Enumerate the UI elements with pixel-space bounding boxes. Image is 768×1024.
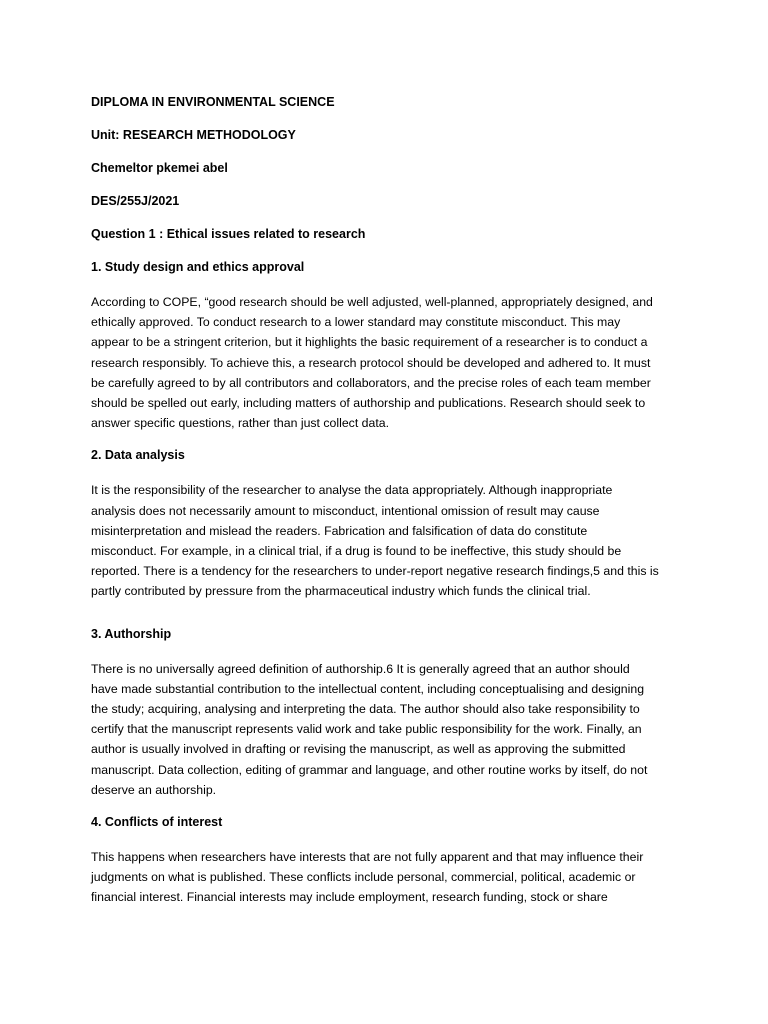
paragraph-line: misinterpretation and mislead the readers. Fabrication and falsification of data do constitute — [91, 523, 588, 538]
paragraph-line: analysis does not necessarily amount to misconduct, intentional omission of result may cause — [91, 503, 600, 518]
registration-number: DES/255J/2021 — [91, 194, 180, 208]
paragraph-line: deserve an authorship. — [91, 782, 217, 797]
paragraph-line: misconduct. For example, in a clinical trial, if a drug is found to be ineffective, this study should be — [91, 544, 622, 559]
paragraph-line: reported. There is a tendency for the researchers to under-report negative research findings,5 and this is — [91, 564, 659, 579]
paragraph-line: manuscript. Data collection, editing of grammar and language, and other routine works by itself, do not — [91, 762, 648, 777]
program-title: DIPLOMA IN ENVIRONMENTAL SCIENCE — [91, 95, 335, 109]
paragraph-line: author is usually involved in drafting or revising the manuscript, as well as approving the submitted — [91, 742, 626, 757]
paragraph-line: the study; acquiring, analysing and interpreting the data. The author should also take responsibility to — [91, 702, 640, 717]
document-body — [91, 94, 689, 922]
section-heading: 1. Study design and ethics approval — [91, 260, 305, 274]
paragraph-line: ethically approved. To conduct research to a lower standard may constitute misconduct. This may — [91, 315, 621, 330]
paragraph-line: have made substantial contribution to the intellectual content, including conceptualising and designing — [91, 681, 645, 696]
section-paragraph — [91, 480, 689, 601]
paragraph-line: answer specific questions, rather than just collect data. — [91, 416, 390, 431]
paragraph-line: This happens when researchers have interests that are not fully apparent and that may influence their — [91, 850, 644, 865]
paragraph-line: appear to be a stringent criterion, but it highlights the basic requirement of a researcher is to conduct a — [91, 335, 648, 350]
paragraph-line: partly contributed by pressure from the pharmaceutical industry which funds the clinical trial. — [91, 584, 591, 599]
paragraph-line: certify that the manuscript represents valid work and take public responsibility for the work. Finally, an — [91, 722, 642, 737]
question-title: Question 1 : Ethical issues related to research — [91, 227, 366, 241]
paragraph-line: be carefully agreed to by all contributors and collaborators, and the precise roles of each team member — [91, 375, 651, 390]
unit-title: Unit: RESEARCH METHODOLOGY — [91, 128, 296, 142]
paragraph-line: It is the responsibility of the researcher to analyse the data appropriately. Although inappropriate — [91, 483, 613, 498]
section-heading: 2. Data analysis — [91, 448, 185, 463]
paragraph-line: financial interest. Financial interests may include employment, research funding, stock or share — [91, 890, 608, 905]
student-name: Chemeltor pkemei abel — [91, 161, 228, 175]
section-heading: 3. Authorship — [91, 626, 172, 641]
paragraph-line: judgments on what is published. These conflicts include personal, commercial, political, academic or — [91, 870, 636, 885]
paragraph-line: According to COPE, “good research should be well adjusted, well-planned, appropriately designed, and — [91, 295, 653, 309]
paragraph-line: research responsibly. To achieve this, a research protocol should be developed and adhered to. It must — [91, 355, 651, 370]
paragraph-line: There is no universally agreed definition of authorship.6 It is generally agreed that an author should — [91, 661, 630, 676]
section-paragraph — [91, 847, 689, 908]
section-paragraph — [91, 659, 689, 800]
section-heading: 4. Conflicts of interest — [91, 815, 223, 830]
section-paragraph — [91, 292, 689, 433]
paragraph-line: should be spelled out early, including matters of authorship and publications. Research should seek to — [91, 396, 646, 411]
